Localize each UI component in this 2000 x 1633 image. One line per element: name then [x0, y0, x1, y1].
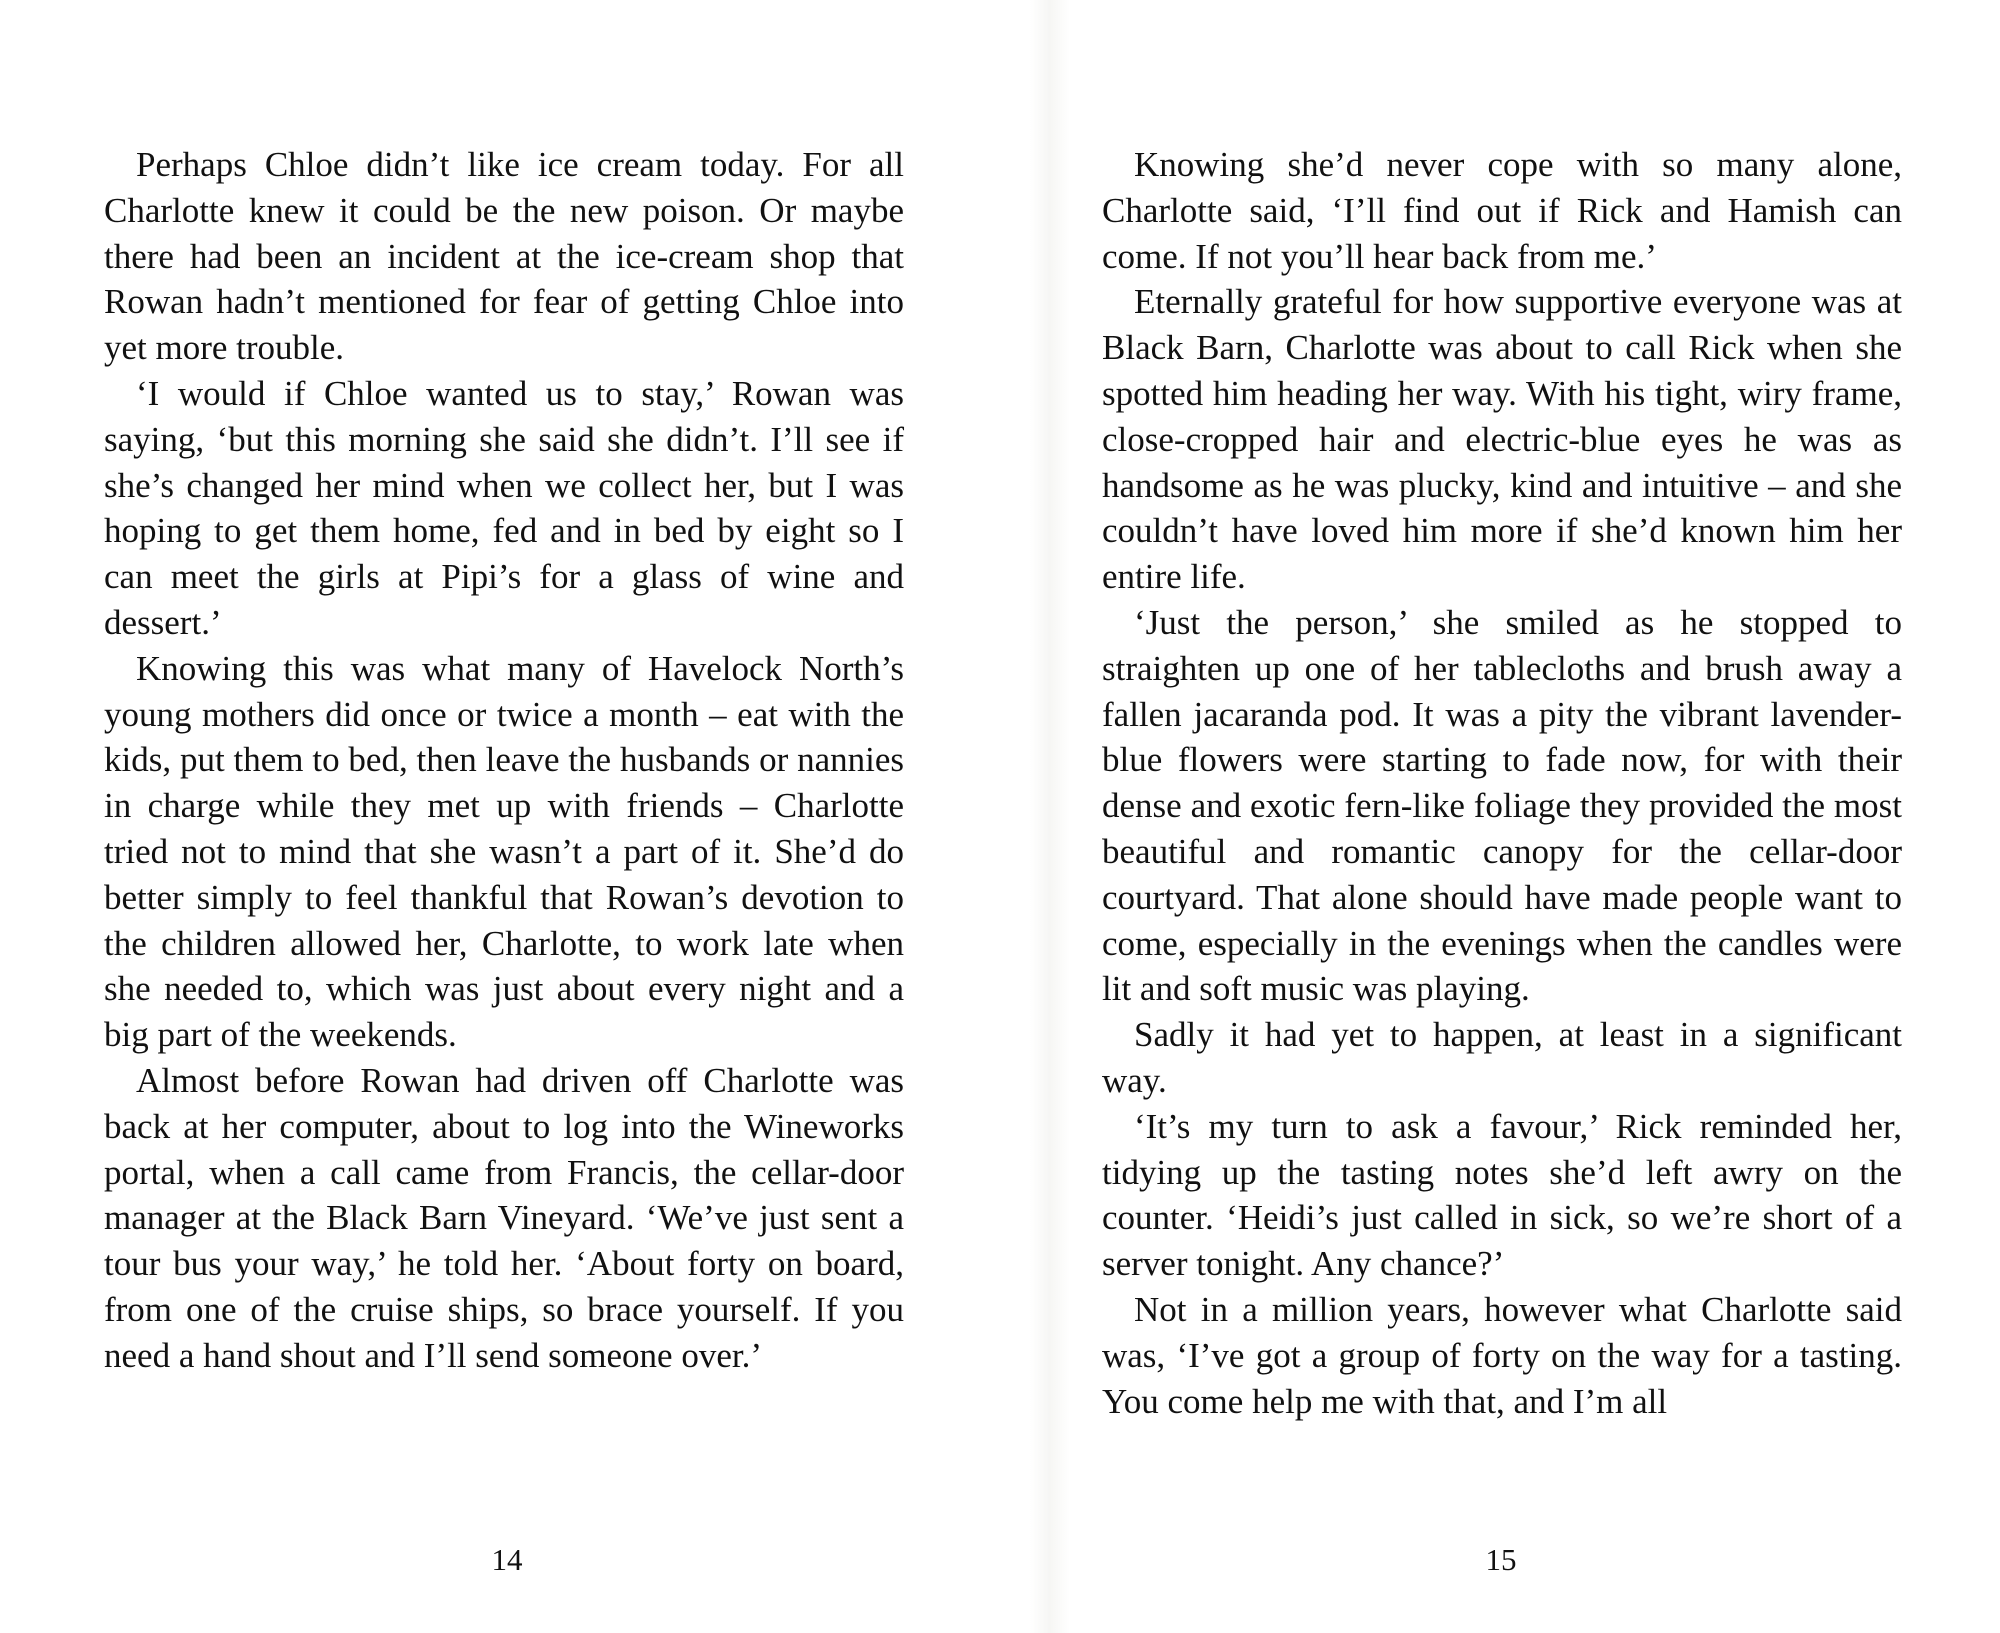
left-page-text [104, 142, 904, 1379]
left-page-number: 14 [491, 1542, 523, 1577]
right-paragraph-5: ‘It’s my turn to ask a favour,’ Rick reminded her, tidying up the tasting notes she’d left awry on the counter. ‘Heidi’s just called in sick, so we’re short of a server tonight. Any chance?’ [1102, 1106, 1902, 1284]
left-paragraph-4: Almost before Rowan had driven off Charlotte was back at her computer, about to log into the Wineworks portal, when a call came from Francis, the cellar-door manager at the Black Barn Vineyard. ‘We’ve just sent a tour bus your way,’ he told her. ‘About forty on board, from one of the cruise ships, so brace yourself. If you need a hand shout and I’ll send someone over.’ [104, 1060, 904, 1375]
right-page-text [1102, 142, 1902, 1424]
right-page-number: 15 [1485, 1542, 1517, 1577]
left-paragraph-1: Perhaps Chloe didn’t like ice cream today. For all Charlotte knew it could be the new poison. Or maybe there had been an incident at the ice-cream shop that Rowan hadn’t mentioned for fear of getting Chloe into yet more trouble. [104, 145, 904, 368]
right-paragraph-6: Not in a million years, however what Charlotte said was, ‘I’ve got a group of forty on the way for a tasting. You come help me with that, and I’m all [1102, 1289, 1902, 1421]
right-paragraph-1: Knowing she’d never cope with so many alone, Charlotte said, ‘I’ll find out if Rick and Hamish can come. If not you’ll hear back from me.’ [1102, 145, 1902, 276]
right-paragraph-4: Sadly it had yet to happen, at least in a significant way. [1102, 1015, 1902, 1100]
left-paragraph-2: ‘I would if Chloe wanted us to stay,’ Rowan was saying, ‘but this morning she said she didn’t. I’ll see if she’s changed her mind when we collect her, but I was hoping to get them home, fed and in bed by eight so I can meet the girls at Pipi’s for a glass of wine and dessert.’ [104, 373, 904, 642]
left-paragraph-3: Knowing this was what many of Havelock North’s young mothers did once or twice a month – eat with the kids, put them to bed, then leave the husbands or nannies in charge while they met up with friends – Charlotte tried not to mind that she wasn’t a part of it. She’d do better simply to feel thankful that Rowan’s devotion to the children allowed her, Charlotte, to work late when she needed to, which was just about every night and a big part of the weekends. [104, 648, 904, 1055]
right-paragraph-2: Eternally grateful for how supportive everyone was at Black Barn, Charlotte was about to call Rick when she spotted him heading her way. With his tight, wiry frame, close-cropped hair and electric-blue eyes he was as handsome as he was plucky, kind and intuitive – and she couldn’t have loved him more if she’d known him her entire life. [1102, 282, 1902, 597]
right-paragraph-3: ‘Just the person,’ she smiled as he stopped to straighten up one of her tablecloths and brush away a fallen jacaranda pod. It was a pity the vibrant lavender-blue flowers were starting to fade now, for with their dense and exotic fern-like foliage they provided the most beautiful and romantic canopy for the cellar-door courtyard. That alone should have made people want to come, especially in the evenings when the candles were lit and soft music was playing. [1102, 602, 1902, 1009]
book-gutter [1030, 0, 1070, 1633]
